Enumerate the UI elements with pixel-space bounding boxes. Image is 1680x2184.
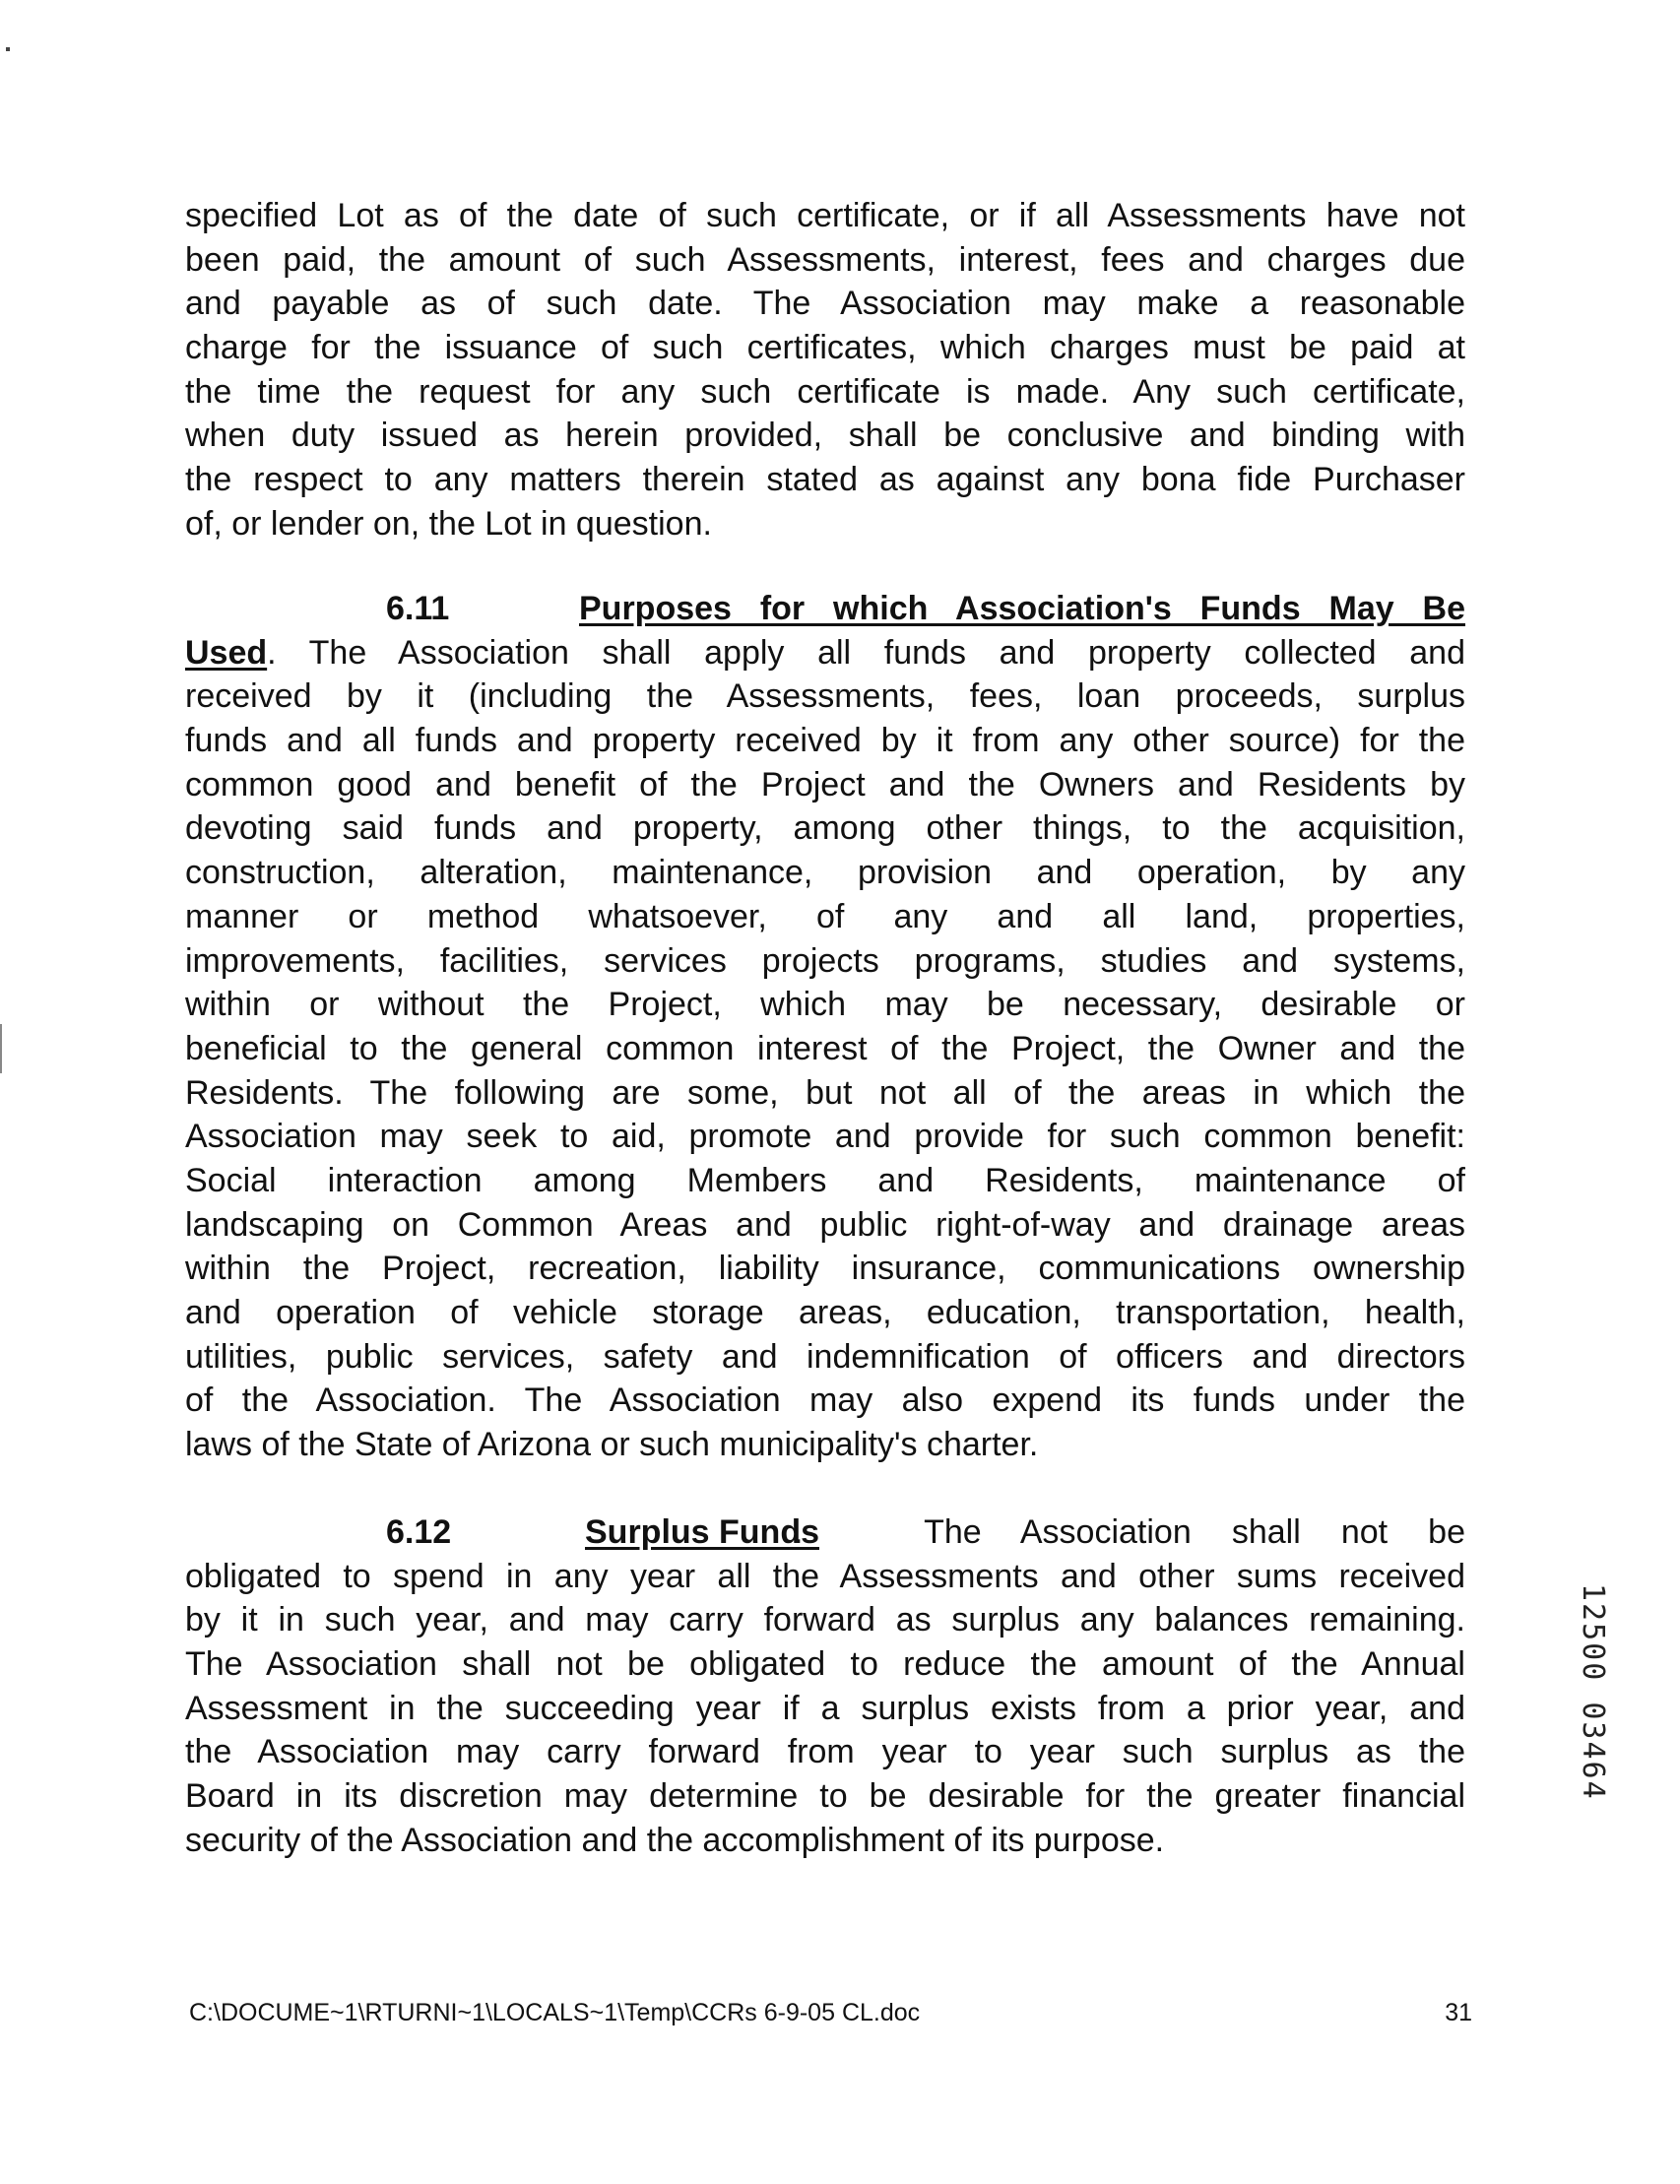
section-number: 6.12 [386,1513,452,1551]
text-line: improvements, facilities, services projects programs, studies and systems, [185,941,1465,980]
text-line: obligated to spend in any year all the Assessments and other sums received [185,1557,1465,1595]
text-line: landscaping on Common Areas and public right-of-way and drainage areas [185,1205,1465,1244]
text-line: of, or lender on, the Lot in question. [185,504,712,543]
file-path-footer: C:\DOCUME~1\RTURNI~1\LOCALS~1\Temp\CCRs 6-9-05 CL.doc [189,1999,921,2026]
section-title-continued: Used [185,633,268,672]
text-span: . The Association shall apply all funds and property collected and [267,633,1465,672]
text-line: received by it (including the Assessments, fees, loan proceeds, surplus [185,677,1465,716]
text-line [185,631,1465,675]
text-line: Assessment in the succeeding year if a surplus exists from a prior year, and [185,1689,1465,1727]
text-line: the time the request for any such certificate is made. Any such certificate, [185,372,1465,411]
text-line: construction, alteration, maintenance, provision and operation, by any [185,854,1465,892]
text-line: been paid, the amount of such Assessments, interest, fees and charges due [185,240,1465,279]
text-line: when duty issued as herein provided, shall be conclusive and binding with [185,417,1465,455]
text-line: devoting said funds and property, among other things, to the acquisition, [185,809,1465,848]
text-line: charge for the issuance of such certificates, which charges must be paid at [185,329,1465,367]
section-6-11 [185,587,1465,1467]
scan-edge-mark [0,1024,2,1073]
section-title: Purposes for which Association's Funds May Be [579,590,1465,627]
paragraph-certificate-continuation [185,194,1465,546]
text-span: . The Association shall not be [794,1513,1465,1551]
text-line: utilities, public services, safety and indemnification of officers and directors [185,1337,1465,1376]
text-line: the respect to any matters therein stated as against any bona fide Purchaser [185,461,1465,499]
scan-speck [6,47,10,51]
text-line: laws of the State of Arizona or such municipality's charter. [185,1426,1039,1464]
text-line: and operation of vehicle storage areas, education, transportation, health, [185,1294,1465,1331]
recording-stamp: 12500 03464 [1576,1583,1610,1801]
text-line: funds and all funds and property received by it from any other source) for the [185,722,1465,760]
text-line: and payable as of such date. The Association may make a reasonable [185,285,1465,323]
text-line: of the Association. The Association may also expend its funds under the [185,1381,1465,1420]
page-number: 31 [1445,1999,1472,2026]
text-line: specified Lot as of the date of such certificate, or if all Assessments have not [185,197,1465,234]
text-line: manner or method whatsoever, of any and all land, properties, [185,897,1465,935]
text-line: Social interaction among Members and Residents, maintenance of [185,1161,1465,1199]
section-title: Surplus Funds [585,1513,819,1551]
text-line: security of the Association and the accomplishment of its purpose. [185,1821,1165,1859]
text-line: Association may seek to aid, promote and provide for such common benefit: [185,1118,1465,1156]
text-line: by it in such year, and may carry forward as surplus any balances remaining. [185,1601,1465,1639]
section-6-12 [185,1510,1465,1863]
text-line: Board in its discretion may determine to be desirable for the greater financial [185,1777,1465,1816]
section-heading [185,1510,1465,1555]
text-line: Residents. The following are some, but not all of the areas in which the [185,1073,1465,1112]
section-number: 6.11 [386,590,450,627]
text-line: The Association shall not be obligated to reduce the amount of the Annual [185,1645,1465,1684]
section-heading [185,587,1465,631]
text-line: within the Project, recreation, liability insurance, communications ownership [185,1250,1465,1288]
text-line: the Association may carry forward from year to year such surplus as the [185,1733,1465,1771]
text-line: beneficial to the general common interest of the Project, the Owner and the [185,1029,1465,1067]
text-line: within or without the Project, which may be necessary, desirable or [185,986,1465,1024]
text-line: common good and benefit of the Project and the Owners and Residents by [185,765,1465,803]
